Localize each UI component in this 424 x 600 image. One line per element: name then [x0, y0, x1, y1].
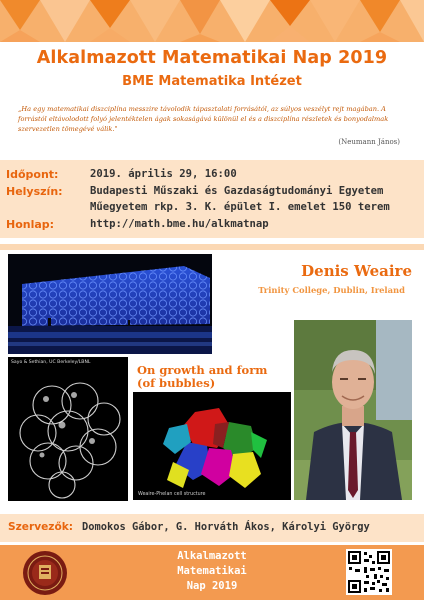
university-seal-logo: [22, 550, 68, 596]
quote-text: „Ha egy matematikai diszciplína messzire távolodik tápasztalati forrásától, az súlyos veszélyt rejt magában. A forrástól eltávolodott folyó jelentéktelen ágak sokaságává különül el és a diszciplína részletek és bonyodalmak szervezetlen tömegévé válik.": [18, 105, 389, 133]
organizers-value: Domokos Gábor, G. Horváth Ákos, Károlyi György: [82, 521, 370, 533]
foam-caption: Weaire-Phelan cell structure: [138, 492, 206, 497]
organizers-band: [0, 514, 424, 542]
website-link[interactable]: http://math.bme.hu/alkmatnap: [90, 218, 269, 230]
image-credit: Sayo & Sethian, UC Berkeley/LBNL: [11, 360, 91, 365]
venue-value-line1: Budapesti Műszaki és Gazdaságtudományi Egyetem: [90, 185, 384, 197]
speaker-affiliation: Trinity College, Dublin, Ireland: [258, 285, 405, 295]
speaker-portrait-photo: [294, 320, 412, 500]
footer-line1: Alkalmazott: [177, 550, 247, 562]
water-cube-photo: [8, 254, 212, 354]
talk-title-line1: On growth and form: [137, 363, 268, 377]
quote-author: (Neumann János): [338, 138, 400, 146]
header-banner: [0, 0, 424, 42]
divider-strip: [0, 244, 424, 250]
date-label: Időpont:: [6, 168, 59, 181]
foam-structure-image: [133, 392, 291, 500]
venue-label: Helyszín:: [6, 185, 63, 198]
event-info-band: [0, 160, 424, 238]
page-subtitle: BME Matematika Intézet: [122, 74, 302, 89]
organizers-label: Szervezők:: [8, 521, 74, 533]
website-label: Honlap:: [6, 218, 55, 231]
talk-title-line2: (of bubbles): [137, 376, 216, 390]
triangle-pattern: [0, 0, 424, 42]
footer-line3: Nap 2019: [186, 580, 238, 592]
footer-line2: Matematikai: [177, 565, 247, 577]
speaker-name: Denis Weaire: [301, 262, 412, 280]
talk-title: [137, 364, 292, 390]
date-value: 2019. április 29, 16:00: [90, 168, 237, 180]
bubble-cluster-image: [8, 357, 128, 501]
qr-code[interactable]: [346, 549, 392, 595]
venue-value-line2: Műegyetem rkp. 3. K. épület I. emelet 150 terem: [90, 201, 390, 213]
page-title: Alkalmazott Matematikai Nap 2019: [36, 48, 388, 68]
